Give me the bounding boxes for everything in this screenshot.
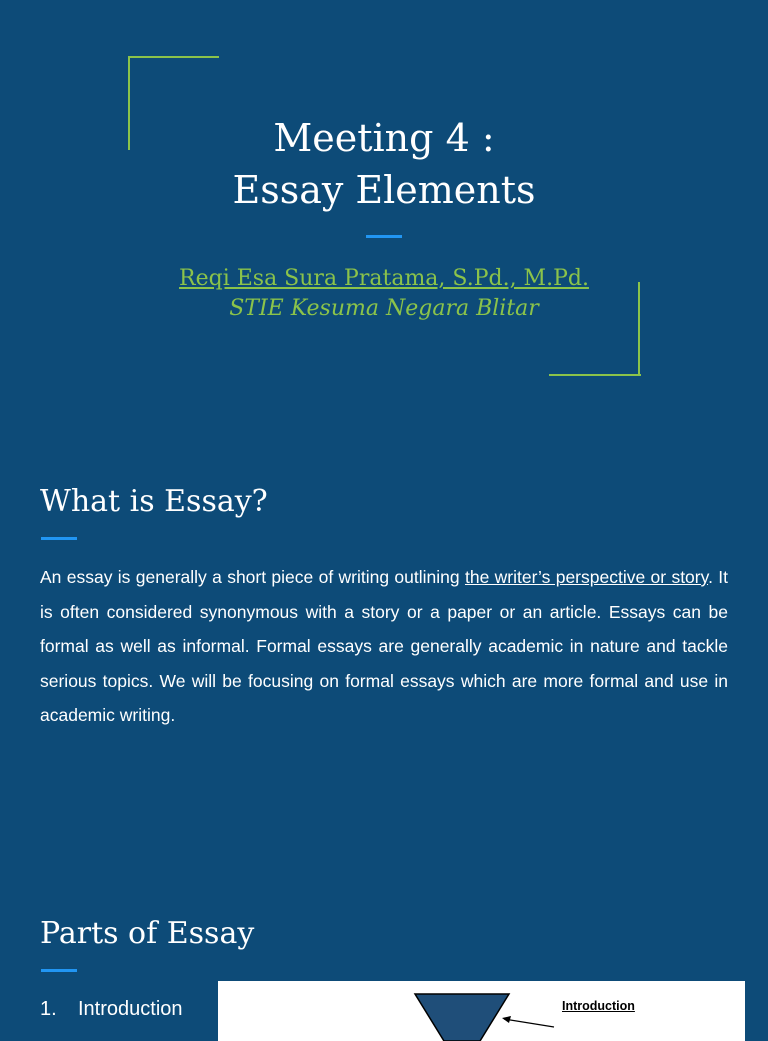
what-is-essay-slide [0,432,768,864]
essay-structure-diagram [218,981,745,1041]
list-item-number: 1. [40,998,57,1020]
heading-accent-bar [41,537,77,540]
diagram-label-introduction: Introduction [562,999,635,1013]
title-slide [0,0,768,432]
heading-accent-bar [41,969,77,972]
author-name-link[interactable]: Reqi Esa Sura Pratama, S.Pd., M.Pd. [179,266,589,291]
list-item-label: Introduction [78,998,183,1020]
diagram-pointer-arrow [504,1019,554,1027]
essay-definition-paragraph [40,560,728,733]
corner-decoration-bottom-right-vertical [638,282,640,376]
list-item [40,998,183,1021]
perspective-link[interactable]: the writer’s perspective or story [464,567,709,587]
slide-heading: Parts of Essay [40,916,255,951]
author-block [0,264,768,324]
institution-name: STIE Kesuma Negara Blitar [229,296,539,321]
paragraph-text-start: An essay is generally a short piece of writing outlining [40,567,465,587]
arrow-head [502,1016,511,1023]
introduction-funnel-shape [415,994,509,1041]
title-line-1: Meeting 4 : [273,116,495,160]
paragraph-text-end: . It is often considered synonymous with a story or a paper or an article. Essays can be formal as well as informal. Formal essays are generally academic in nature and tackle serious topics. We will be focusing on formal essays which are more formal and use in academic writing. [40,567,728,725]
slide-heading: What is Essay? [40,484,268,519]
corner-decoration-bottom-right [549,374,641,376]
corner-decoration-top-left [128,56,219,58]
title-line-2: Essay Elements [232,168,536,212]
title-accent-bar [366,235,402,238]
slide-title [0,112,768,216]
diagram-graphic [218,981,745,1041]
parts-of-essay-slide [0,864,768,1024]
